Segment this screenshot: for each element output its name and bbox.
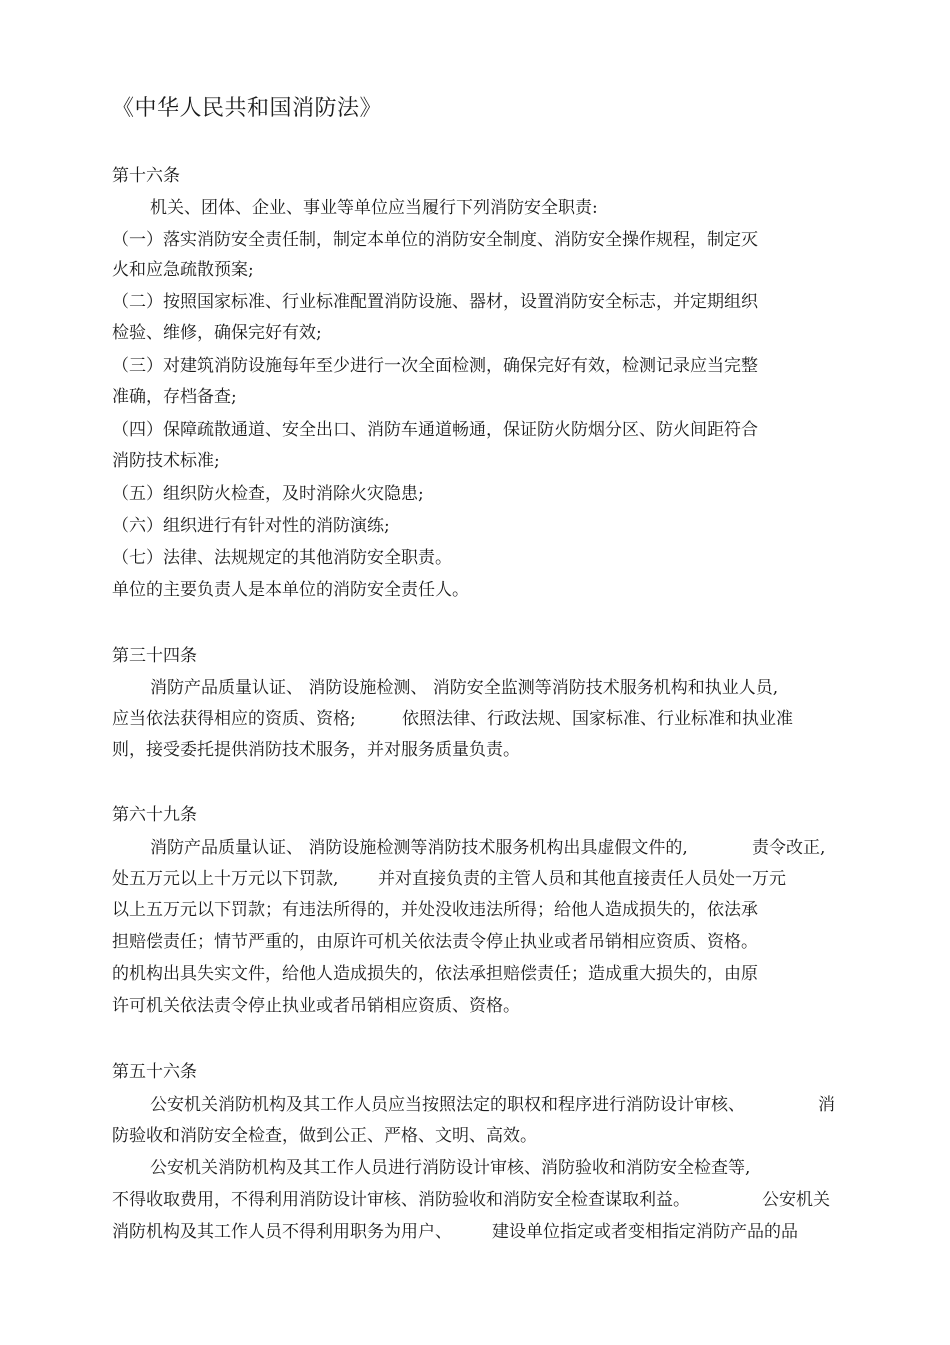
article-56-para-2-line-2a: 不得收取费用，不得利用消防设计审核、消防验收和消防安全检查谋取利益。 — [112, 1190, 690, 1210]
article-56-para-1-line-1b: 消 — [818, 1095, 835, 1115]
article-56-heading: 第五十六条 — [112, 1062, 197, 1082]
article-69-line-5: 的机构出具失实文件，给他人造成损失的，依法承担赔偿责任；造成重大损失的，由原 — [112, 964, 758, 984]
article-69-line-2a: 处五万元以上十万元以下罚款, — [112, 869, 339, 889]
document-title: 《中华人民共和国消防法》 — [112, 96, 383, 121]
article-16-item-3-line-2: 准确，存档备查; — [112, 387, 237, 407]
article-56-para-1-line-1: 公安机关消防机构及其工作人员应当按照法定的职权和程序进行消防设计审核、 — [150, 1095, 745, 1115]
article-69-line-1a: 消防产品质量认证、 消防设施检测等消防技术服务机构出具虚假文件的, — [150, 838, 688, 858]
article-56-para-2-line-3a: 消防机构及其工作人员不得利用职务为用户、 — [112, 1222, 452, 1242]
article-16-heading: 第十六条 — [112, 166, 180, 186]
article-34-line-3: 则，接受委托提供消防技术服务，并对服务质量负责。 — [112, 740, 520, 760]
article-34-heading: 第三十四条 — [112, 646, 197, 666]
article-69-line-1b: 责令改正, — [752, 838, 826, 858]
article-56-para-2-line-3b: 建设单位指定或者变相指定消防产品的品 — [492, 1222, 798, 1242]
article-16-item-2-line-2: 检验、维修，确保完好有效; — [112, 323, 322, 343]
article-56-para-1-line-2: 防验收和消防安全检查，做到公正、严格、文明、高效。 — [112, 1126, 537, 1146]
article-34-line-1: 消防产品质量认证、 消防设施检测、 消防安全监测等消防技术服务机构和执业人员, — [150, 678, 779, 698]
article-16-item-1-line-2: 火和应急疏散预案; — [112, 260, 254, 280]
article-16-item-6: （六）组织进行有针对性的消防演练; — [112, 516, 390, 536]
article-16-item-3-line-1: （三）对建筑消防设施每年至少进行一次全面检测，确保完好有效，检测记录应当完整 — [112, 356, 758, 376]
article-34-line-2b: 依照法律、行政法规、国家标准、行业标准和执业准 — [402, 709, 793, 729]
article-56-para-2-line-1: 公安机关消防机构及其工作人员进行消防设计审核、消防验收和消防安全检查等, — [150, 1158, 751, 1178]
article-69-heading: 第六十九条 — [112, 805, 197, 825]
article-16-item-4-line-1: （四）保障疏散通道、安全出口、消防车通道畅通，保证防火防烟分区、防火间距符合 — [112, 420, 758, 440]
article-16-item-7: （七）法律、法规规定的其他消防安全职责。 — [112, 548, 452, 568]
article-16-item-1-line-1: （一）落实消防安全责任制，制定本单位的消防安全制度、消防安全操作规程，制定灭 — [112, 230, 758, 250]
article-69-line-6: 许可机关依法责令停止执业或者吊销相应资质、资格。 — [112, 996, 520, 1016]
article-69-line-2b: 并对直接负责的主管人员和其他直接责任人员处一万元 — [378, 869, 786, 889]
article-16-item-2-line-1: （二）按照国家标准、行业标准配置消防设施、器材，设置消防安全标志，并定期组织 — [112, 292, 758, 312]
article-56-para-2-line-2b: 公安机关 — [762, 1190, 830, 1210]
article-34-line-2a: 应当依法获得相应的资质、资格; — [112, 709, 356, 729]
article-16-item-5: （五）组织防火检查，及时消除火灾隐患; — [112, 484, 424, 504]
article-16-intro: 机关、团体、企业、事业等单位应当履行下列消防安全职责: — [150, 198, 598, 218]
article-69-line-3: 以上五万元以下罚款；有违法所得的，并处没收违法所得；给他人造成损失的，依法承 — [112, 900, 758, 920]
article-16-closing: 单位的主要负责人是本单位的消防安全责任人。 — [112, 580, 469, 600]
article-69-line-4: 担赔偿责任；情节严重的，由原许可机关依法责令停止执业或者吊销相应资质、资格。 — [112, 932, 758, 952]
article-16-item-4-line-2: 消防技术标准; — [112, 451, 220, 471]
